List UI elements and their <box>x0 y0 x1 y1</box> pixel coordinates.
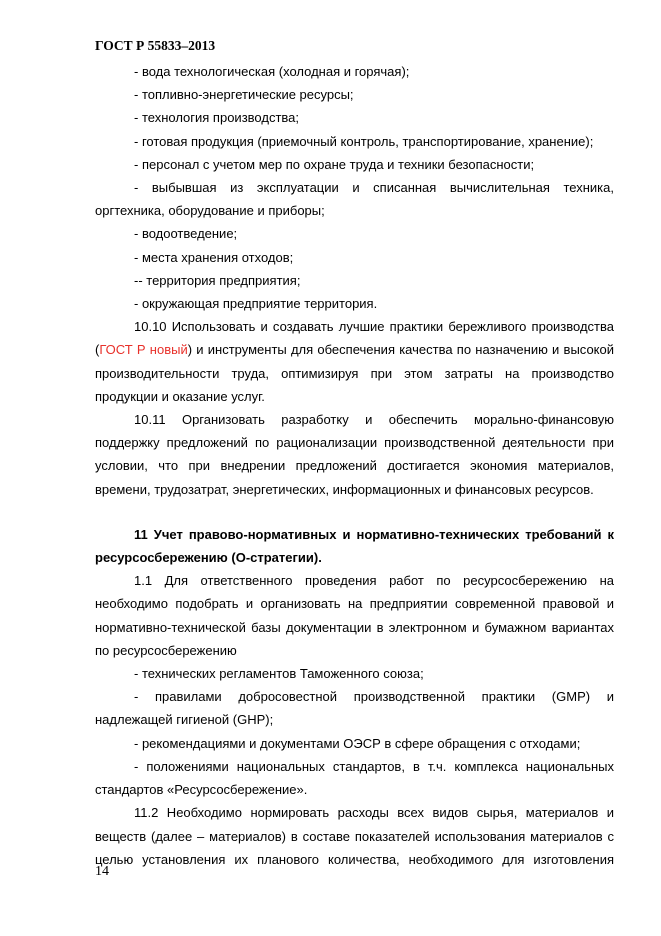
list-item: -- территория предприятия; <box>134 272 301 288</box>
list-item: - положениями национальных стандартов, в т.ч. комплекса национальных стандартов «Ресурсосбережение». <box>95 758 614 798</box>
list-item: - выбывшая из эксплуатации и списанная вычислительная техника, оргтехника, оборудование и приборы; <box>95 180 614 219</box>
paragraph-11-2: 11.2 Необходимо нормировать расходы всех видов сырья, материалов и веществ (далее – материалов) в составе показателей использования материалов с целью установления их планового количества, необходимого для изготовления <box>95 805 614 867</box>
list-item: - водоотведение; <box>134 226 238 242</box>
list-item: - персонал с учетом мер по охране труда и техники безопасности; <box>134 156 535 172</box>
list-item: - рекомендациями и документами ОЭСР в сфере обращения с отходами; <box>134 735 581 751</box>
list-item: - вода технологическая (холодная и горячая); <box>134 64 410 79</box>
paragraph-1-1: 1.1 Для ответственного проведения работ по ресурсосбережению на необходимо подобрать и организовать на предприятии современной правовой и нормативно-технической базы документации в электронном и бумажном вариантах по ресурсосбережению <box>95 573 614 658</box>
list-item: - окружающая предприятие территория. <box>134 296 378 312</box>
list-item: - топливно-энергетические ресурсы; <box>134 87 354 103</box>
list-item: - готовая продукция (приемочный контроль, транспортирование, хранение); <box>134 133 594 149</box>
document-header: ГОСТ Р 55833–2013 <box>95 38 216 53</box>
list-item: - технология производства; <box>134 110 300 126</box>
list-item: - технических регламентов Таможенного союза; <box>134 666 424 682</box>
paragraph-text: ) и инструменты для обеспечения качества по назначению и высокой производительности труда, оптимизируя при этом затраты на производство продукции и оказание услуг. <box>95 342 614 404</box>
page-number: 14 <box>95 864 109 879</box>
section-heading: 11 Учет правово-нормативных и нормативно-технических требований к ресурсосбережению (О-стратегии). <box>95 526 614 566</box>
list-item: - правилами добросовестной производственной практики (GMP) и надлежащей гигиеной (GHP); <box>95 689 614 728</box>
list-item: - места хранения отходов; <box>134 249 294 265</box>
page-content <box>95 60 614 871</box>
standard-link[interactable]: ГОСТ Р новый <box>99 342 188 358</box>
paragraph-10-11: 10.11 Организовать разработку и обеспечить морально-финансовую поддержку предложений по рационализации производственной деятельности при условии, что при внедрении предложений достигается экономия материалов, времени, трудозатрат, энергетических, информационных и финансовых ресурсов. <box>95 412 614 497</box>
paragraph-10-10 <box>95 315 614 408</box>
paragraph-text: 10.10 Использовать и создавать лучшие практики бережливого производства ( <box>95 319 614 358</box>
